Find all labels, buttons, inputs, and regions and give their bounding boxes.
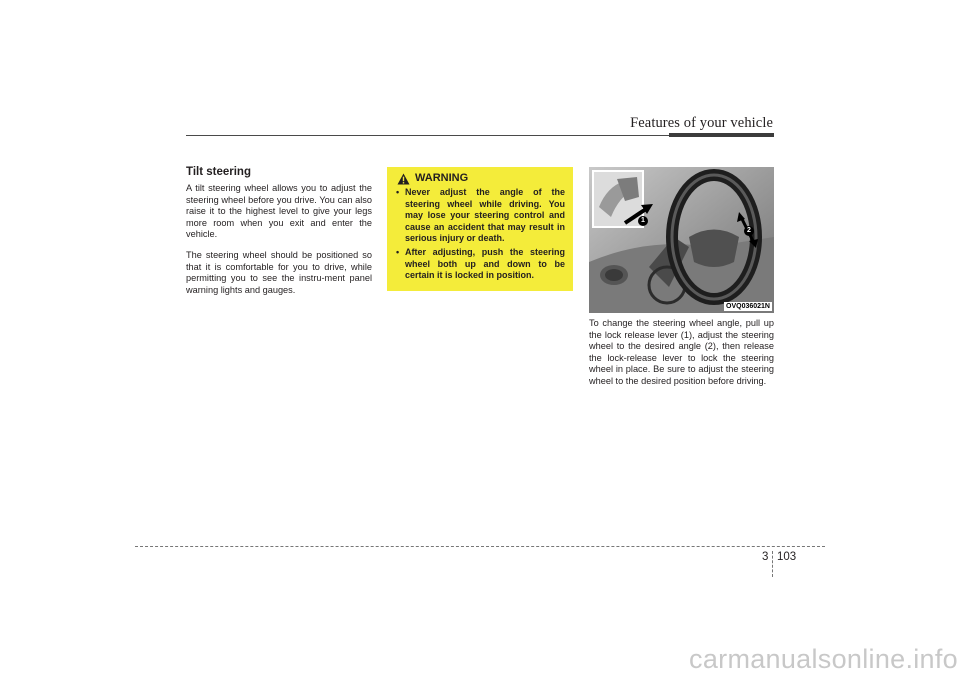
header-rule-accent [669,133,774,137]
footer-divider [135,546,825,547]
bullet: • [396,187,400,197]
chapter-number: 3 [762,551,769,563]
page-header-title: Features of your vehicle [630,115,773,131]
warning-box [387,167,573,291]
callout-2: 2 [744,226,754,236]
steering-wheel-illustration [589,167,774,313]
callout-1: 1 [638,216,648,226]
warning-item [396,247,565,282]
instructions-paragraph: To change the steering wheel angle, pull up the lock release lever (1), adjust the steering wheel to the desired angle (2), then release the lock-release lever to lock the steering wheel in place. Be sure to adjust the steering wheel to the desired position before driving. [589,318,774,386]
warning-item-text: After adjusting, push the steering wheel both up and down to be certain it is locked in position. [405,246,565,281]
warning-triangle-icon [397,172,410,184]
section-paragraph-1: A tilt steering wheel allows you to adjust the steering wheel before you drive. You can also raise it to the highest level to give your legs more room when you exit and enter the vehicle. [186,183,372,240]
figure-code: OVQ036021N [726,303,770,310]
steering-wheel-figure [589,167,774,313]
bullet: • [396,246,400,257]
page-number: 103 [777,551,797,563]
warning-list [396,187,565,282]
warning-item [396,187,565,245]
tilt-steering-section [186,165,372,305]
footer-page-divider [772,551,773,577]
warning-item-text: Never adjust the angle of the steering wheel while driving. You may lose your steering control and cause an accident that may result in serious injury or death. [405,187,565,244]
watermark-text: carmanualsonline.info [689,644,958,674]
instructions-column [589,318,774,397]
warning-title: WARNING [415,172,469,184]
section-title: Tilt steering [186,166,251,178]
section-paragraph-2: The steering wheel should be positioned so that it is comfortable for you to drive, while permitting you to see the instru-ment panel warning lights and gauges. [186,249,372,295]
warning-header [397,172,573,184]
